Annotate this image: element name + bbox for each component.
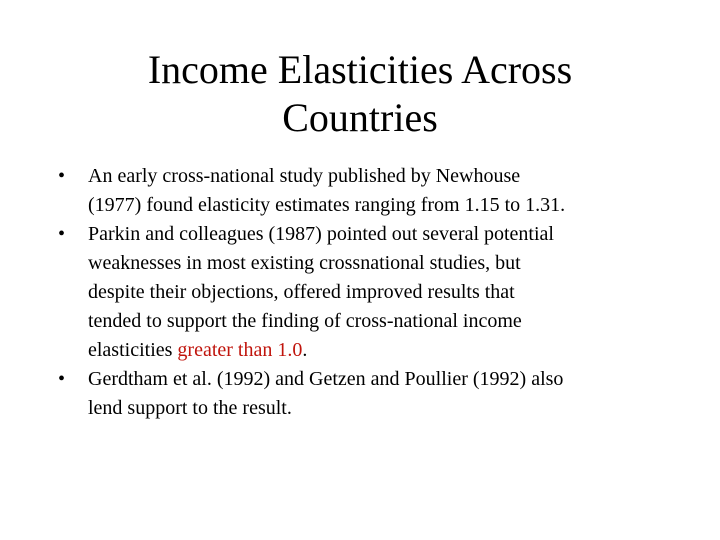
bullet-3-line-2: lend support to the result.	[88, 397, 292, 419]
title-line-1: Income Elasticities Across	[147, 47, 573, 92]
bullet-item-gerdtham	[58, 365, 698, 423]
highlighted-phrase: greater than 1.0	[177, 339, 303, 361]
bullet-2-line-5-text: elasticities	[88, 339, 178, 361]
bullet-3-line-1: Gerdtham et al. (1992) and Getzen and Poullier (1992) also	[88, 368, 564, 390]
bullet-item-newhouse	[58, 162, 698, 220]
bullet-2-line-5-period: .	[302, 339, 308, 361]
slide-title	[60, 46, 660, 142]
bullet-item-parkin	[58, 220, 698, 365]
bullet-2-line-2: weaknesses in most existing crossnational studies, but	[88, 252, 521, 274]
bullet-1-line-2: (1977) found elasticity estimates ranging from 1.15 to 1.31.	[88, 194, 566, 216]
bullet-2-line-3: despite their objections, offered improved results that	[88, 281, 515, 303]
bullet-2-line-1: Parkin and colleagues (1987) pointed out several potential	[88, 223, 554, 245]
bullet-marker: •	[58, 223, 66, 245]
bullet-2-line-4: tended to support the finding of cross-national income	[88, 310, 522, 332]
bullet-marker: •	[58, 368, 66, 390]
bullet-1-line-1: An early cross-national study published by Newhouse	[88, 165, 521, 187]
bullet-list	[58, 162, 698, 423]
bullet-marker: •	[58, 165, 66, 187]
title-line-2: Countries	[282, 95, 438, 140]
bullet-2-line-5	[88, 336, 698, 365]
